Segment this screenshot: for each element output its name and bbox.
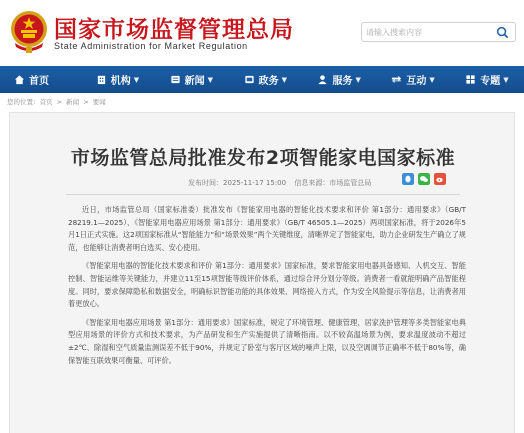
search-icon[interactable] xyxy=(496,26,509,39)
nav-government[interactable] xyxy=(228,66,302,93)
title-divider xyxy=(66,194,460,195)
breadcrumb-current[interactable]: 要闻 xyxy=(92,98,106,106)
article-body xyxy=(68,204,466,373)
article-paragraph: 《智能家用电器的智能化技术要求和评价 第1部分：通用要求》国家标准，要求智能家用电器具备感知、人机交互、智能控制、智能运维等关键能力，并建立11至15项智能等级评价体系，通过综合评分划分等级。消费者一看就能明确产品智能程度。同时，要求保障隐私和数据安全，明确标识智能功能的具体效果、网络接入方式，作为安全风险提示等信息，让消费者用着更放心。 xyxy=(68,261,466,309)
publish-date: 发布时间：2025-11-17 15:00 xyxy=(188,179,287,187)
chevron-down-icon: ▼ xyxy=(429,75,435,84)
article-source: 信息来源：市场监管总局 xyxy=(294,179,372,187)
wechat-share-icon[interactable] xyxy=(418,173,430,185)
search-box xyxy=(361,22,516,42)
article-paragraph: 《智能家用电器应用场景 第1部分：通用要求》国家标准，规定了环境管理、健康管理、居家洗护管理等多类智能家电典型应用场景的评价方式和技术要求，为产品研发和生产实施提供了清晰指南。以不较高温场景为例，要求温度波动不超过±2℃、除湿和空气质量监测误差不低于90%，并规定了卧室与客厅区域的噪声上限，以及空调调节正确率不低于80%等，确保智能互联效果可衡量、可评价。 xyxy=(68,317,466,365)
nav-label: 专题 xyxy=(480,76,501,87)
nav-label: 互动 xyxy=(406,76,427,87)
chevron-down-icon: ▼ xyxy=(355,75,361,84)
site-header xyxy=(0,0,524,66)
interaction-icon xyxy=(391,74,402,85)
national-emblem-icon xyxy=(9,7,49,55)
service-icon xyxy=(317,74,328,85)
topic-icon xyxy=(465,74,476,85)
nav-service[interactable] xyxy=(302,66,376,93)
qq-share-icon[interactable] xyxy=(402,173,414,185)
site-title[interactable]: 国家市场监督管理总局 xyxy=(54,17,294,43)
breadcrumb-separator: > xyxy=(56,98,63,106)
nav-label: 政务 xyxy=(258,76,279,87)
breadcrumb-news[interactable]: 新闻 xyxy=(66,98,80,106)
share-buttons xyxy=(402,173,446,185)
breadcrumb xyxy=(7,97,108,106)
nav-institution[interactable] xyxy=(81,66,155,93)
weibo-share-icon[interactable] xyxy=(434,173,446,185)
main-nav xyxy=(0,66,524,93)
chevron-down-icon: ▼ xyxy=(503,75,509,84)
nav-topic[interactable] xyxy=(450,66,524,93)
nav-label: 首页 xyxy=(29,76,49,87)
article-paragraph: 近日，市场监管总局（国家标准委）批准发布《智能家用电器的智能化技术要求和评价 第1部分：通用要求》（GB/T 28219.1—2025）、《智能家用电器应用场景 第1部分：通用要求》（GB/T 46505.1—2025）两项国家标准，将于2026年5月1日正式实施。这2项国家标准从“智能能力”和“场景效果”两个关键维度，清晰界定了智能家电，助力企业研发生产确立了规范，也能够让消费者明白选买、安心使用。 xyxy=(68,205,466,252)
news-icon xyxy=(170,74,181,85)
article-title: 市场监管总局批准发布2项智能家电国家标准 xyxy=(70,147,456,169)
nav-interaction[interactable] xyxy=(376,66,450,93)
nav-label: 新闻 xyxy=(184,76,205,87)
government-icon xyxy=(244,74,255,85)
building-icon xyxy=(96,74,107,85)
article-panel xyxy=(9,112,515,433)
chevron-down-icon: ▼ xyxy=(133,75,140,84)
article-meta xyxy=(188,178,377,188)
nav-label: 机构 xyxy=(110,76,131,87)
chevron-down-icon: ▼ xyxy=(281,75,287,84)
nav-news[interactable] xyxy=(154,66,228,93)
nav-label: 服务 xyxy=(332,76,353,87)
breadcrumb-home[interactable]: 您的位置：首页 xyxy=(7,98,53,106)
breadcrumb-separator: > xyxy=(83,98,89,106)
nav-home[interactable] xyxy=(0,66,81,93)
site-subtitle: State Administration for Market Regulation xyxy=(54,41,248,51)
chevron-down-icon: ▼ xyxy=(207,75,214,84)
search-input[interactable] xyxy=(366,25,486,39)
home-icon xyxy=(14,74,25,85)
